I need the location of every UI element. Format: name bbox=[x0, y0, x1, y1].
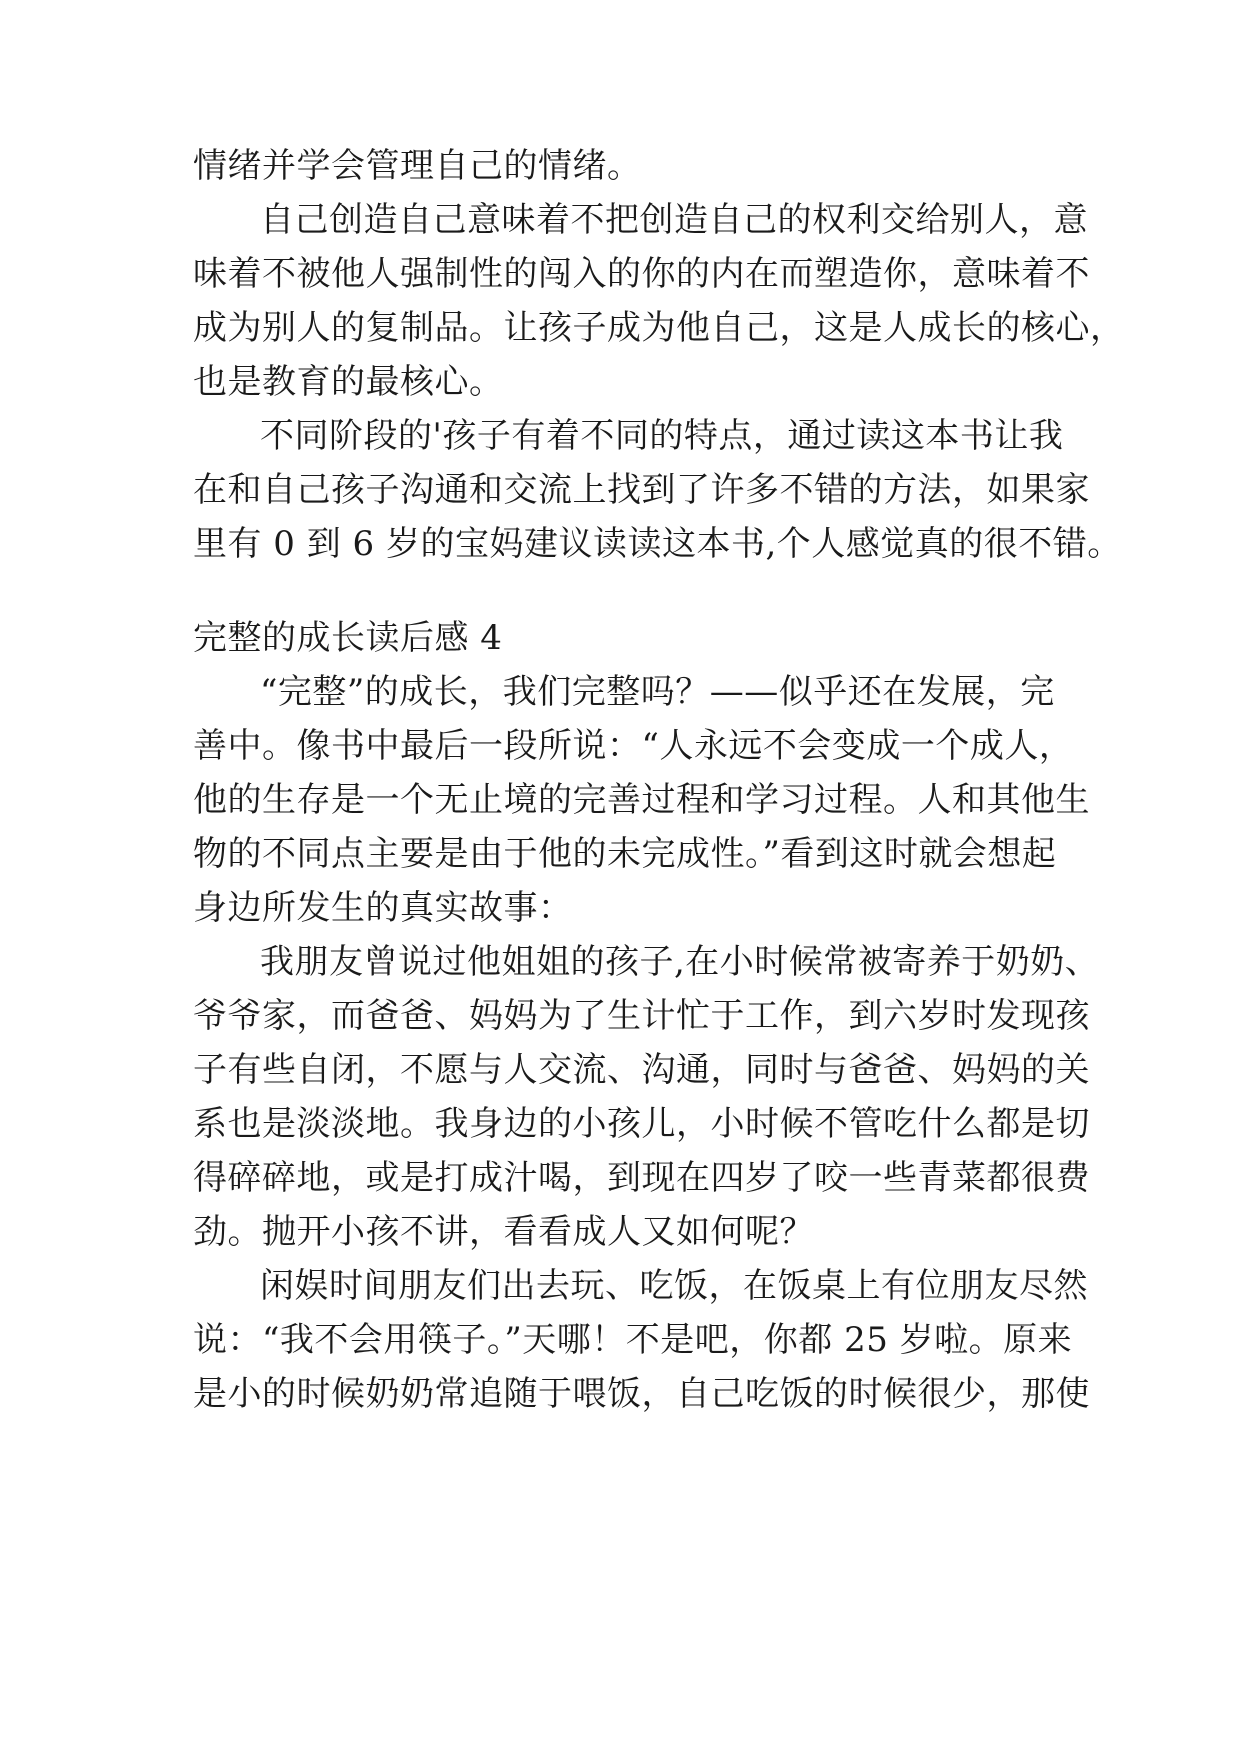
text-line: 身边所发生的真实故事： bbox=[193, 888, 573, 928]
paragraph-first-line: “完整”的成长，我们完整吗？——似乎还在发展，完 bbox=[260, 672, 1055, 712]
text-line: 物的不同点主要是由于他的未完成性。”看到这时就会想起 bbox=[193, 834, 1057, 874]
text-line: 也是教育的最核心。 bbox=[193, 362, 504, 402]
text-line: 在和自己孩子沟通和交流上找到了许多不错的方法，如果家 bbox=[193, 470, 1090, 510]
text-line: 系也是淡淡地。我身边的小孩儿，小时候不管吃什么都是切 bbox=[193, 1104, 1090, 1144]
text-line: 得碎碎地，或是打成汁喝，到现在四岁了咬一些青菜都很费 bbox=[193, 1158, 1090, 1198]
paragraph-first-line: 不同阶段的'孩子有着不同的特点，通过读这本书让我 bbox=[260, 416, 1064, 456]
text-line: 子有些自闭，不愿与人交流、沟通，同时与爸爸、妈妈的关 bbox=[193, 1050, 1090, 1090]
text-line: 味着不被他人强制性的闯入的你的内在而塑造你，意味着不 bbox=[193, 254, 1090, 294]
text-line: 情绪并学会管理自己的情绪。 bbox=[193, 146, 642, 186]
text-line: 善中。像书中最后一段所说：“人永远不会变成一个成人， bbox=[193, 726, 1074, 766]
section-heading: 完整的成长读后感 4 bbox=[193, 618, 503, 658]
paragraph-first-line: 闲娱时间朋友们出去玩、吃饭，在饭桌上有位朋友尽然 bbox=[260, 1266, 1088, 1306]
paragraph-first-line: 自己创造自己意味着不把创造自己的权利交给别人，意 bbox=[260, 200, 1088, 240]
text-line: 是小的时候奶奶常追随于喂饭，自己吃饭的时候很少，那使 bbox=[193, 1374, 1090, 1414]
text-line: 他的生存是一个无止境的完善过程和学习过程。人和其他生 bbox=[193, 780, 1090, 820]
text-line: 成为别人的复制品。让孩子成为他自己，这是人成长的核心， bbox=[193, 308, 1125, 348]
text-line: 劲。抛开小孩不讲，看看成人又如何呢？ bbox=[193, 1212, 814, 1252]
text-line: 爷爷家，而爸爸、妈妈为了生计忙于工作，到六岁时发现孩 bbox=[193, 996, 1090, 1036]
text-line: 里有 0 到 6 岁的宝妈建议读读这本书,个人感觉真的很不错。 bbox=[193, 524, 1122, 564]
text-line: 说：“我不会用筷子。”天哪！不是吧，你都 25 岁啦。原来 bbox=[193, 1320, 1073, 1360]
paragraph-first-line: 我朋友曾说过他姐姐的孩子,在小时候常被寄养于奶奶、 bbox=[260, 942, 1100, 982]
